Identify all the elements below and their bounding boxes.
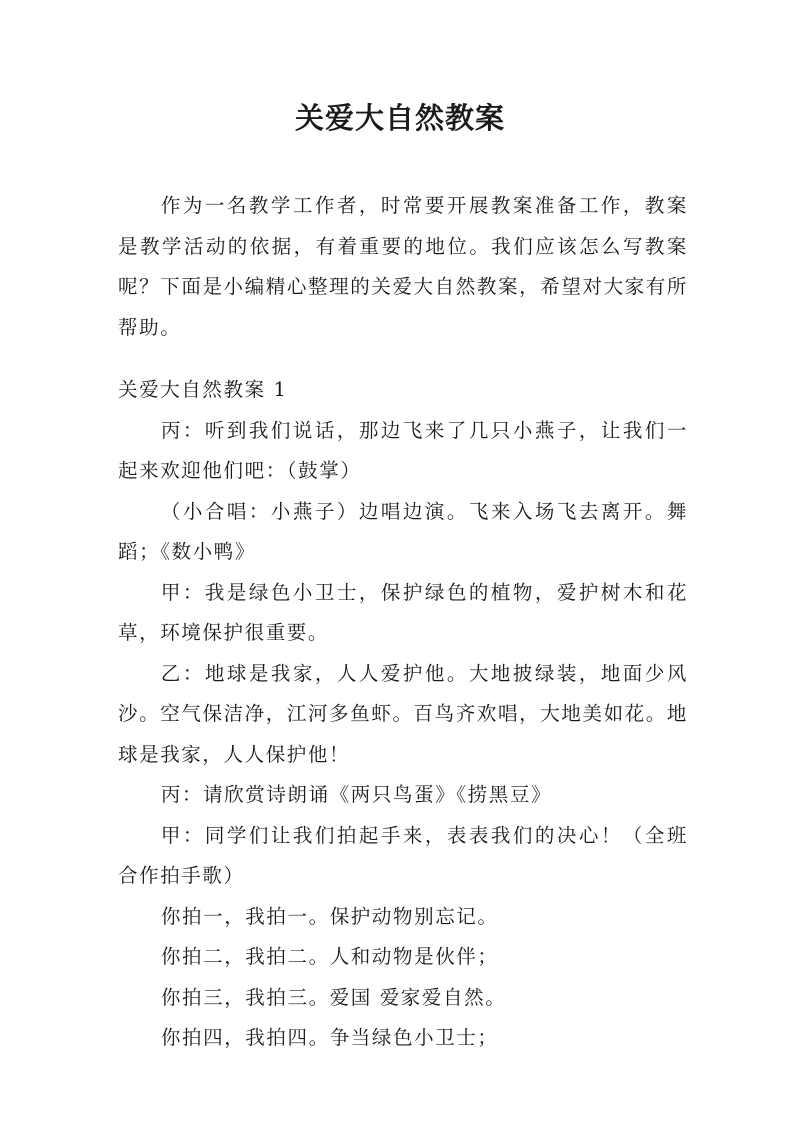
paragraph: 丙：听到我们说话，那边飞来了几只小燕子，让我们一起来欢迎他们吧：（鼓掌） [118,418,688,482]
paragraph: 你拍四，我拍四。争当绿色小卫士； [160,1026,499,1049]
paragraph: 丙：请欣赏诗朗诵《两只鸟蛋》《捞黑豆》 [160,783,553,806]
paragraph: 你拍二，我拍二。人和动物是伙伴； [160,945,499,968]
document-title: 关爱大自然教案 [294,101,505,135]
paragraph: 甲：我是绿色小卫士，保护绿色的植物，爱护树木和花草，环境保护很重要。 [118,580,688,644]
paragraph: 你拍一，我拍一。保护动物别忘记。 [160,904,499,928]
section-heading: 关爱大自然教案 1 [118,378,288,401]
paragraph: 甲：同学们让我们拍起手来，表表我们的决心！（全班合作拍手歌） [118,823,688,887]
intro-paragraph: 作为一名教学工作者，时常要开展教案准备工作，教案是教学活动的依据，有着重要的地位。我们应该怎么写教案呢？下面是小编精心整理的关爱大自然教案，希望对大家有所帮助。 [118,194,688,339]
paragraph: 乙：地球是我家，人人爱护他。大地披绿装，地面少风沙。空气保洁净，江河多鱼虾。百鸟齐欢唱，大地美如花。地球是我家，人人保护他！ [118,661,688,766]
section-block [118,370,688,1059]
intro-block [118,186,688,348]
paragraph: 你拍三，我拍三。爱国 爱家爱自然。 [160,985,507,1009]
paragraph: （小合唱：小燕子）边唱边演。飞来入场飞去离开。舞蹈；《数小鸭》 [118,499,688,563]
